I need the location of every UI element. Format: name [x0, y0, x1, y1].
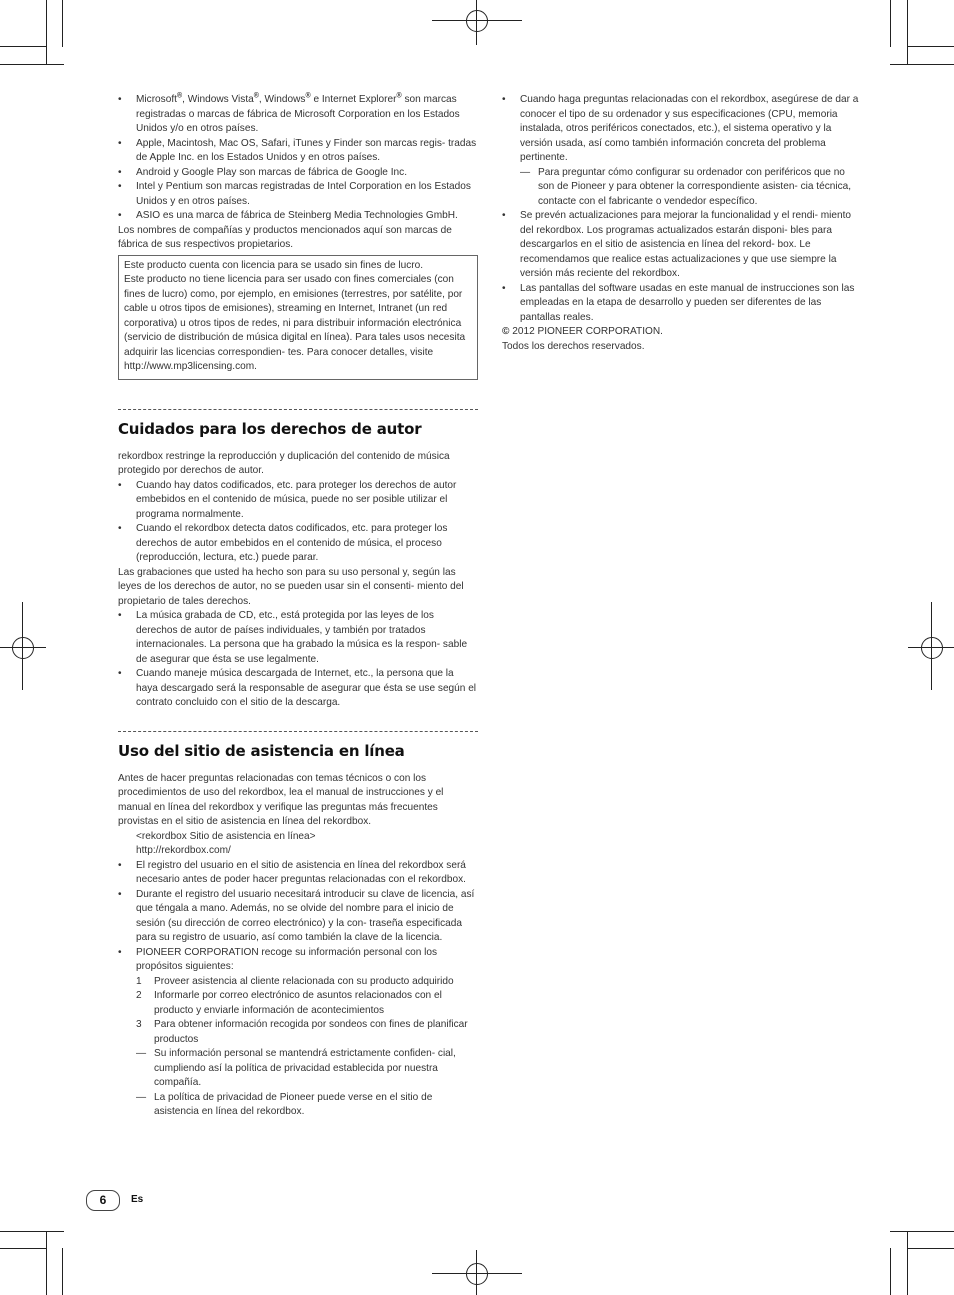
list-item-text: PIONEER CORPORATION recoge su información personal con los propósitos siguientes:	[136, 946, 438, 972]
list-item-text: Cuando el rekordbox detecta datos codificados, etc. para proteger los derechos de autor embebidos en el contenido de música, el proceso (reproducción, lectura, etc.) puede parar.	[136, 523, 448, 563]
list-item-text: Cuando hay datos codificados, etc. para proteger los derechos de autor embebidos en el contenido de música, puede no ser posible utilizar el programa normalmente.	[136, 479, 457, 520]
dash-note-text: La política de privacidad de Pioneer puede verse en el sitio de asistencia en línea del rekordbox.	[154, 1091, 433, 1117]
tm-text: , Windows	[258, 94, 306, 105]
item-number: 2	[136, 990, 142, 1001]
trademark-item	[118, 166, 478, 181]
item-number: 3	[136, 1019, 142, 1030]
list-item	[118, 888, 478, 946]
trademark-text: Intel y Pentium son marcas registradas de Intel Corporation en los Estados Unidos y en otros países.	[136, 181, 471, 207]
bullet: •	[502, 210, 506, 221]
copyright-text: 2012 PIONEER CORPORATION.	[509, 326, 663, 337]
list-item-text: Cuando haga preguntas relacionadas con el rekordbox, asegúrese de dar a conocer el tipo de su ordenador y sus especificaciones (CPU, memoria instalada, otros periféricos conectados, etc.), el sistema operativo y la versión usada, así como también información concreta del problema pertinente.	[520, 94, 859, 163]
bullet: •	[118, 859, 122, 871]
trademark-item	[118, 180, 478, 209]
copyright-line	[502, 325, 860, 340]
numbered-item-text: Informarle por correo electrónico de asuntos relacionados con el producto y enviarle información de acontecimientos	[154, 990, 442, 1016]
dash-marker: —	[136, 1048, 147, 1059]
bullet: •	[118, 166, 122, 178]
bullet: •	[502, 282, 506, 294]
registered-mark: ®	[305, 92, 311, 100]
list-item-text: Las pantallas del software usadas en este manual de instrucciones son las empleadas en la etapa de desarrollo y pueden ser diferentes de las pantallas reales.	[520, 282, 855, 323]
list-item	[118, 946, 478, 975]
bullet: •	[118, 668, 122, 679]
list-item-text: Se prevén actualizaciones para mejorar la funcionalidad y el rendi- miento del rekordbox. Los programas actualizados estarán disponi- bles para descargarlos en el sitio de asistencia en línea del rekord- box. Le recomendamos que realice estas actualizaciones y que use siempre la versión más reciente del rekordbox.	[520, 210, 852, 279]
trademark-text: ASIO es una marca de fábrica de Steinberg Media Technologies GmbH.	[136, 210, 458, 221]
list-item-text: Cuando maneje música descargada de Internet, etc., la persona que la haya descargado será la responsable de asegurar que ésta se use según el contrato concluido con el sitio de la descarga.	[136, 668, 477, 708]
bullet: •	[118, 137, 122, 149]
registered-mark: ®	[176, 92, 183, 100]
dash-marker: —	[520, 166, 531, 178]
bullet: •	[118, 210, 122, 221]
bullet: •	[118, 181, 122, 192]
dash-note-text: Su información personal se mantendrá estrictamente confiden- cial, cumpliendo así la política de privacidad establecida por nuestra compañía.	[154, 1048, 456, 1088]
support-site-label: <rekordbox Sitio de asistencia en línea>	[136, 830, 316, 842]
list-item-text: La música grabada de CD, etc., está protegida por las leyes de los derechos de autor de países individuales, y también por tratados internacionales. La persona que ha grabado la música es la respon- sable de asegurar que ésta se use legalmente.	[136, 610, 468, 665]
list-item	[118, 609, 478, 667]
numbered-item	[118, 1018, 478, 1047]
language-code: Es	[131, 1194, 144, 1205]
registered-mark: ®	[253, 92, 259, 100]
bullet: •	[118, 610, 122, 621]
left-column	[118, 93, 478, 1120]
notice-paragraph: Este producto no tiene licencia para ser usado con fines comerciales (con fines de lucro) como, por ejemplo, en emisiones (terrestres, por satélite, por cable u otros tipos de emisiones), streaming en Internet, Intranet (un red corporativa) u otros tipos de redes, ni para distribuir información electrónica (servicio de distribución de música digital en línea). Para tales usos necesita adquirir las licencias correspondien- tes. Para conocer detalles, visite http://www.mp3licensing.com.	[124, 274, 466, 372]
numbered-item	[118, 975, 478, 990]
dash-note	[118, 1047, 478, 1091]
list-item	[118, 479, 478, 523]
trademark-item-microsoft	[118, 93, 478, 137]
bullet: •	[502, 94, 506, 105]
license-notice-box	[118, 255, 478, 380]
list-item	[502, 93, 860, 166]
list-item-text: El registro del usuario en el sitio de asistencia en línea del rekordbox será necesario antes de poder hacer preguntas relacionadas con el rekordbox.	[136, 859, 466, 885]
tm-text: son marcas registradas o marcas de fábrica de Microsoft Corporation en los Estados Unidos y/o en otros países.	[136, 94, 460, 134]
trademark-item	[118, 209, 478, 224]
dash-note	[502, 166, 860, 210]
bullet: •	[118, 479, 122, 491]
copyright-para: Las grabaciones que usted ha hecho son para su uso personal y, según las leyes de los derechos de autor, no se pueden usar sin el consenti- miento del propietario de tales derechos.	[118, 566, 464, 607]
numbered-item	[118, 989, 478, 1018]
rights-line: Todos los derechos reservados.	[502, 340, 645, 352]
section-title-support: Uso del sitio de asistencia en línea	[118, 741, 405, 760]
tm-text: , Windows Vista	[182, 94, 254, 105]
support-intro: Antes de hacer preguntas relacionadas con temas técnicos o con los procedimientos de uso del rekordbox, lea el manual de instrucciones y el manual en línea del rekordbox y verifique las preguntas más frecuentes provistas en el sitio de asistencia en línea del rekordbox.	[118, 772, 444, 827]
dash-note	[118, 1091, 478, 1120]
page-number: 6	[86, 1190, 120, 1211]
right-column	[502, 93, 860, 354]
tm-text: e Internet Explorer	[310, 94, 397, 105]
dash-marker: —	[136, 1091, 147, 1103]
trademark-text	[136, 93, 478, 137]
list-item	[502, 209, 860, 282]
copyright-symbol: ©	[502, 326, 510, 337]
list-item	[502, 282, 860, 326]
section-divider	[118, 409, 478, 410]
trademark-text: Apple, Macintosh, Mac OS, Safari, iTunes y Finder son marcas regis- tradas de Apple Inc. en los Estados Unidos y en otros países.	[136, 137, 477, 163]
dash-note-text: Para preguntar cómo configurar su ordenador con periféricos que no son de Pioneer y para obtener la correspondiente asisten- cia técnica, contacte con el fabricante o vendedor específico.	[538, 166, 852, 207]
bullet: •	[118, 888, 122, 900]
support-site-url[interactable]: http://rekordbox.com/	[136, 845, 231, 856]
bullet: •	[118, 946, 122, 958]
notice-line: Este producto cuenta con licencia para se usado sin fines de lucro.	[124, 259, 424, 271]
item-number: 1	[136, 975, 142, 987]
tm-text: Microsoft	[136, 94, 177, 105]
companies-note: Los nombres de compañías y productos mencionados aquí son marcas de fábrica de sus respectivos propietarios.	[118, 224, 452, 250]
trademark-item	[118, 137, 478, 166]
bullet: •	[118, 94, 122, 105]
trademark-text: Android y Google Play son marcas de fábrica de Google Inc.	[136, 166, 407, 178]
section-title-copyright: Cuidados para los derechos de autor	[118, 419, 422, 438]
numbered-item-text: Proveer asistencia al cliente relacionada con su producto adquirido	[154, 975, 454, 987]
list-item	[118, 667, 478, 711]
list-item-text: Durante el registro del usuario necesitará introducir su clave de licencia, así que téngala a mano. Además, no se olvide del nombre para el inicio de sesión (su dirección de correo electrónico) y la con- traseña especificada para su registro de usuario, así como también la clave de la licencia.	[136, 888, 475, 943]
section-divider	[118, 731, 478, 732]
numbered-item-text: Para obtener información recogida por sondeos con fines de planificar productos	[154, 1019, 468, 1045]
list-item	[118, 859, 478, 888]
registered-mark: ®	[396, 92, 402, 100]
list-item	[118, 522, 478, 566]
bullet: •	[118, 523, 122, 534]
copyright-intro: rekordbox restringe la reproducción y duplicación del contenido de música protegido por derechos de autor.	[118, 450, 450, 476]
